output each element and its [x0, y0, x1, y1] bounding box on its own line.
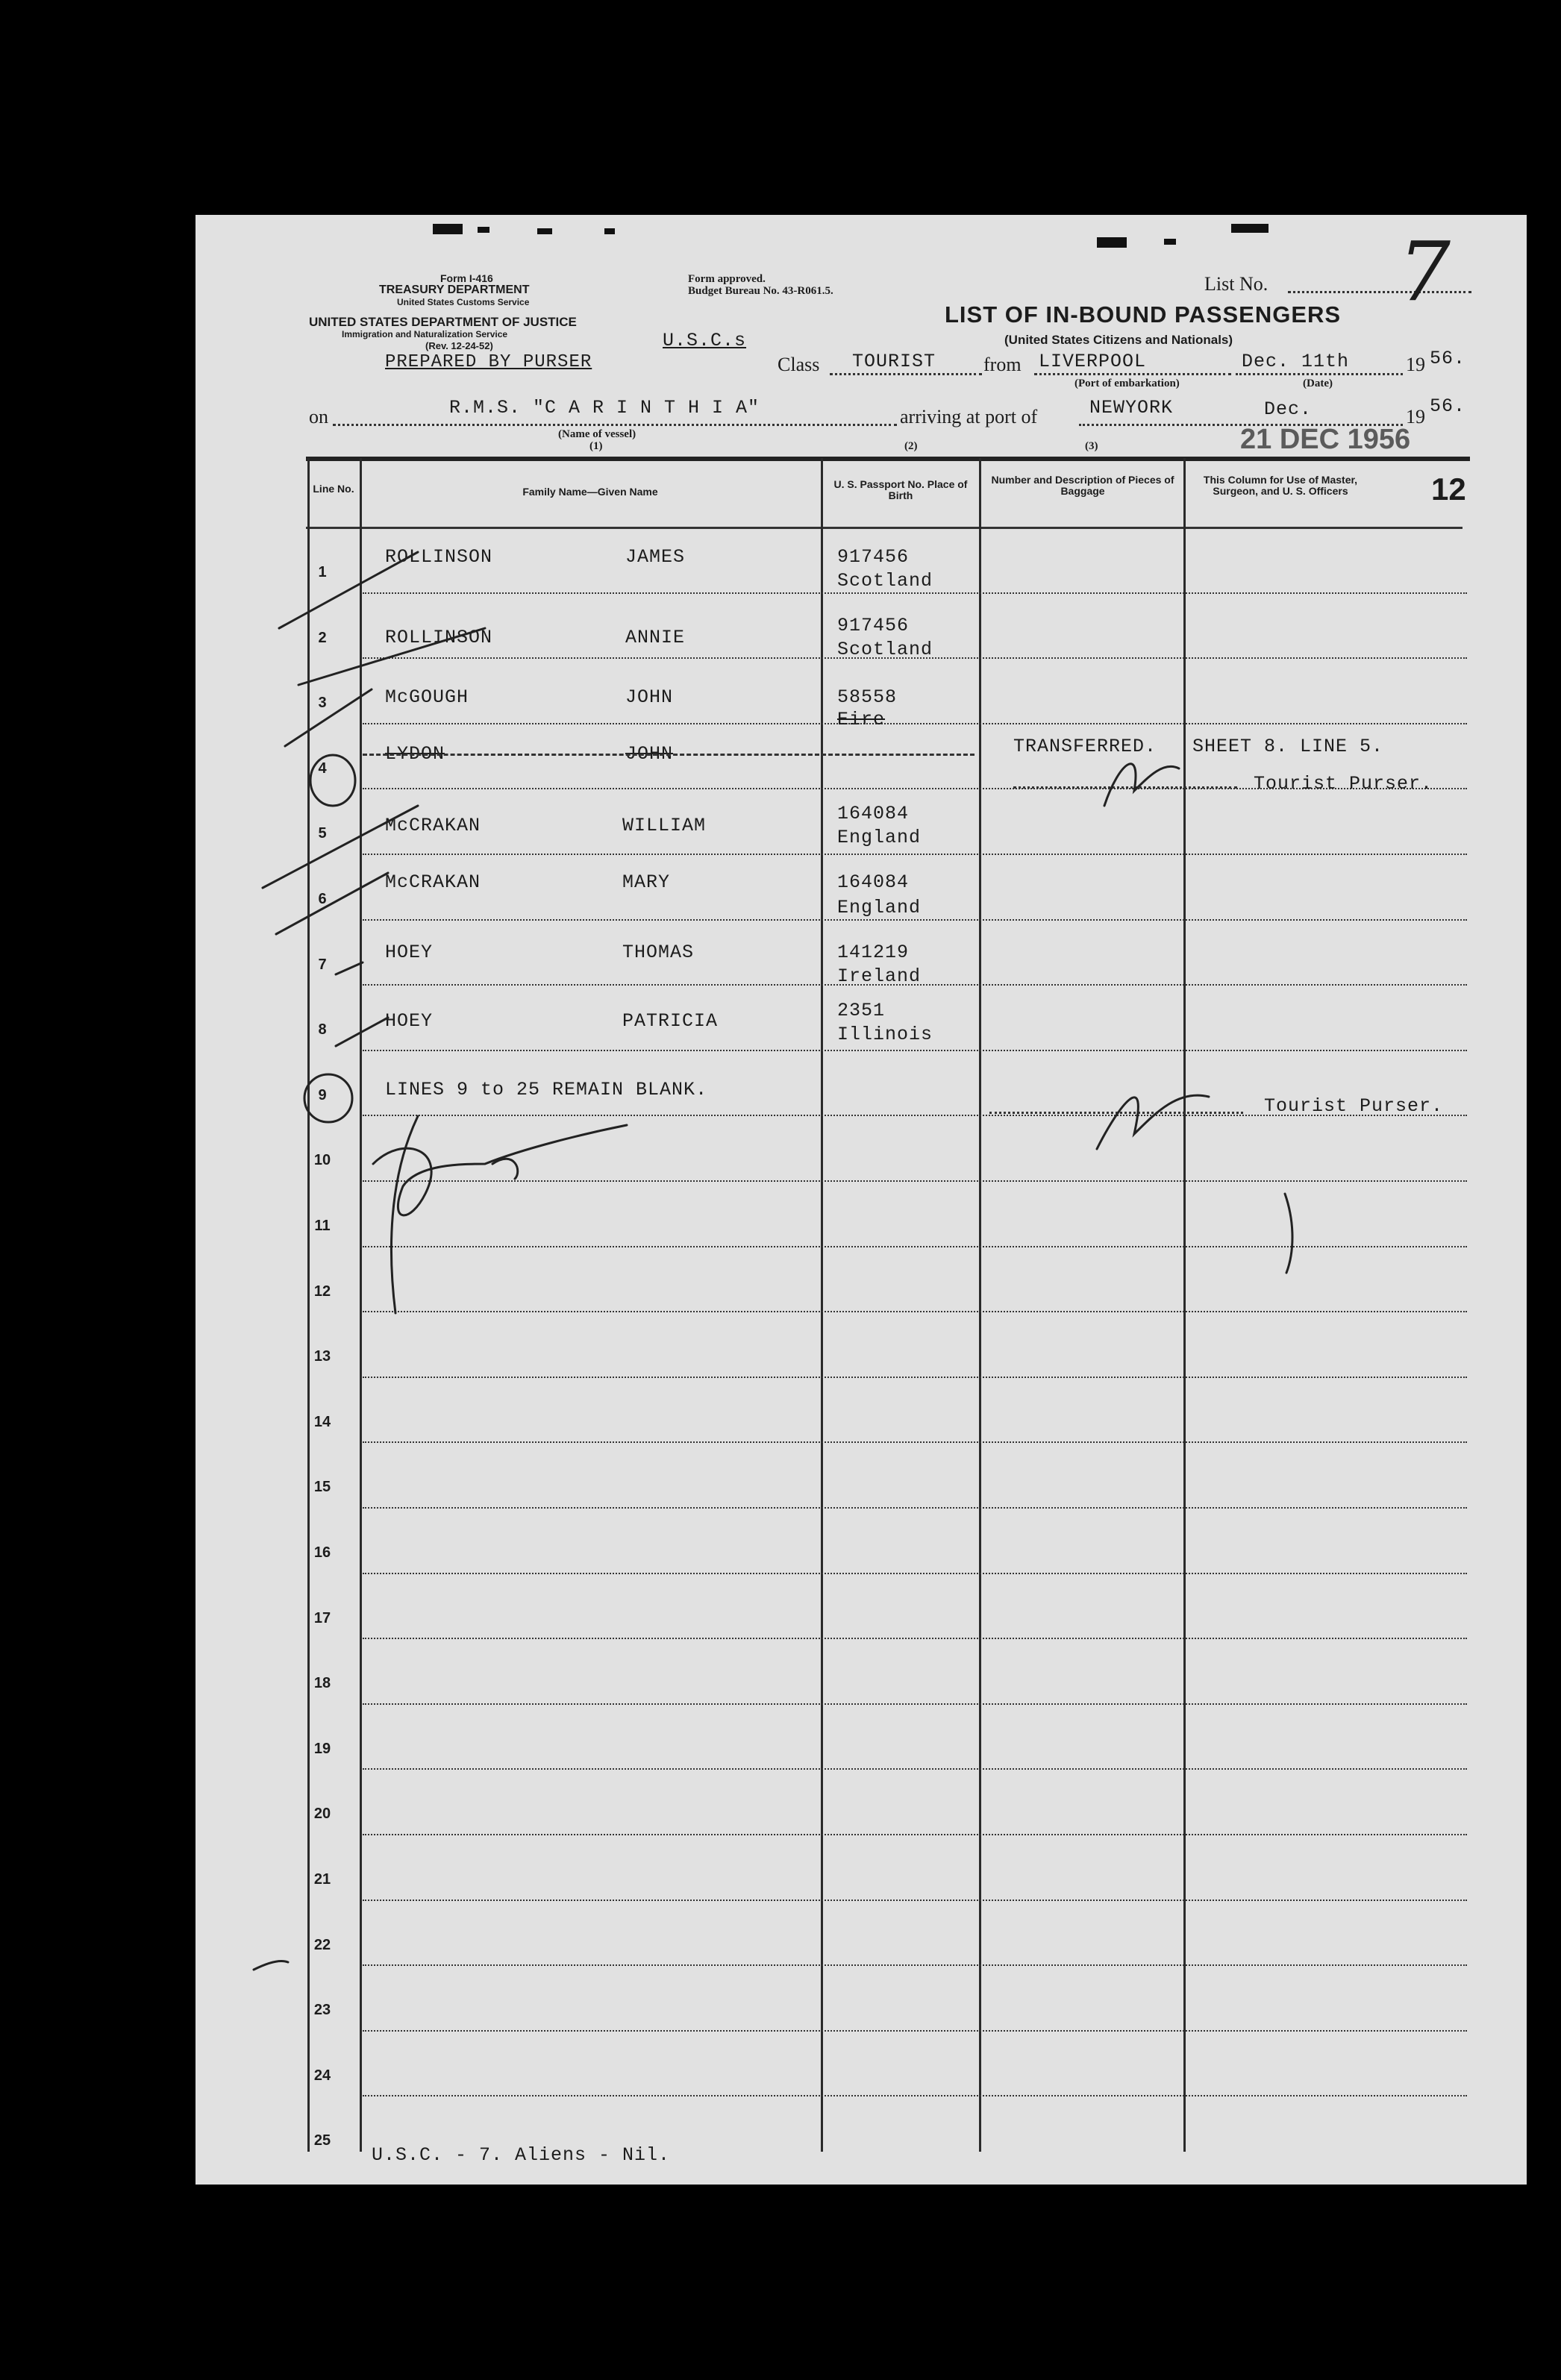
line-number: 1 — [318, 564, 327, 580]
vessel-col-num: (1) — [589, 440, 603, 452]
revision-date: (Rev. 12-24-52) — [425, 340, 493, 351]
list-subtitle: (United States Citizens and Nationals) — [1004, 333, 1233, 347]
row7-family: HOEY — [385, 942, 434, 963]
ins-service: Immigration and Naturalization Service — [342, 329, 508, 339]
arrival-year: 56. — [1430, 395, 1466, 417]
list-no-label: List No. — [1204, 273, 1268, 295]
footer-note: U.S.C. - 7. Aliens - Nil. — [372, 2144, 671, 2166]
row6-given: MARY — [622, 871, 671, 893]
row5-family: McCRAKAN — [385, 815, 481, 836]
tourist-purser-1: Tourist Purser. — [1254, 773, 1433, 795]
line-number: 23 — [313, 2002, 331, 2019]
row1-given: JAMES — [625, 546, 686, 568]
header-baggage: Number and Description of Pieces of Baggage — [991, 474, 1174, 497]
line-number: 17 — [313, 1609, 331, 1626]
line-number: 11 — [314, 1218, 331, 1234]
row3-given: JOHN — [625, 686, 674, 708]
row8-family: HOEY — [385, 1010, 434, 1032]
date-label: (Date) — [1303, 378, 1333, 389]
line-number: 25 — [313, 2132, 331, 2149]
row2-given: ANNIE — [625, 627, 686, 648]
row5-passport: 164084 — [837, 803, 910, 824]
line-number: 13 — [313, 1348, 331, 1365]
department-of-justice: UNITED STATES DEPARTMENT OF JUSTICE — [309, 315, 577, 329]
header-officers: This Column for Use of Master, Surgeon, and U. S. Officers — [1203, 474, 1358, 497]
tourist-purser-2: Tourist Purser. — [1264, 1095, 1444, 1117]
port-label: (Port of embarkation) — [1074, 378, 1180, 389]
arrival-date: Dec. — [1264, 398, 1313, 420]
row1-passport: 917456 — [837, 546, 910, 568]
arriving-label: arriving at port of — [900, 406, 1038, 428]
arrival-year-prefix: 19 — [1406, 406, 1425, 428]
line-number: 19 — [313, 1740, 331, 1757]
budget-bureau: Budget Bureau No. 43-R061.5. — [688, 285, 833, 297]
header-name: Family Name—Given Name — [522, 486, 658, 498]
list-no-value: 7 — [1398, 224, 1451, 319]
line-number: 20 — [313, 1806, 331, 1823]
row7-given: THOMAS — [622, 942, 695, 963]
row7-birth: Ireland — [837, 965, 922, 987]
page-number: 12 — [1431, 472, 1466, 507]
line-number: 10 — [313, 1152, 331, 1169]
year-value: 56. — [1430, 348, 1466, 369]
col2-num: (2) — [904, 440, 918, 452]
row7-passport: 141219 — [837, 942, 910, 963]
vessel-label: (Name of vessel) — [558, 428, 636, 440]
on-label: on — [309, 406, 328, 428]
row8-birth: Illinois — [837, 1024, 933, 1045]
embarkation-port: LIVERPOOL — [1039, 351, 1147, 372]
row3-family: McGOUGH — [385, 686, 469, 708]
customs-service: United States Customs Service — [397, 297, 530, 307]
form-approved: Form approved. — [688, 273, 766, 285]
header-line-no: Line No. — [313, 483, 354, 495]
line-number: 14 — [313, 1413, 331, 1430]
blank-lines-note: LINES 9 to 25 REMAIN BLANK. — [385, 1079, 708, 1100]
line-number: 3 — [318, 695, 327, 712]
year-prefix: 19 — [1406, 354, 1425, 375]
from-label: from — [983, 354, 1022, 375]
treasury-department: TREASURY DEPARTMENT — [379, 284, 530, 296]
class-label: Class — [778, 354, 820, 375]
row2-passport: 917456 — [837, 615, 910, 636]
header-passport: U. S. Passport No. Place of Birth — [833, 478, 968, 501]
form-number: Form I-416 — [440, 272, 493, 284]
line-number: 21 — [313, 1871, 331, 1888]
line-number: 22 — [313, 1936, 331, 1953]
row8-passport: 2351 — [837, 1000, 886, 1021]
row8-given: PATRICIA — [622, 1010, 719, 1032]
row3-passport: 58558 — [837, 686, 898, 708]
line-number: 12 — [313, 1283, 331, 1300]
class-value: TOURIST — [852, 351, 936, 372]
list-title: LIST OF IN-BOUND PASSENGERS — [945, 301, 1342, 328]
line-number: 8 — [318, 1021, 327, 1039]
col3-num: (3) — [1085, 440, 1098, 452]
row4-family: LYDON — [385, 743, 445, 765]
row2-birth: Scotland — [837, 639, 933, 660]
row6-family: McCRAKAN — [385, 871, 481, 893]
row4-given: JOHN — [625, 743, 674, 765]
row6-passport: 164084 — [837, 871, 910, 893]
line-number: 7 — [318, 956, 327, 973]
line-number: 4 — [318, 760, 327, 777]
row6-birth: England — [837, 897, 922, 918]
transferred-note: TRANSFERRED. — [1013, 736, 1157, 757]
prepared-by-purser: PREPARED BY PURSER — [385, 352, 592, 372]
row2-family: ROLLINSON — [385, 627, 493, 648]
usc-label: U.S.C.s — [663, 330, 747, 351]
row3-birth: Eire — [837, 709, 886, 730]
line-number: 24 — [313, 2067, 331, 2084]
line-number: 15 — [313, 1479, 331, 1496]
row1-birth: Scotland — [837, 570, 933, 592]
row5-birth: England — [837, 827, 922, 848]
line-number: 5 — [318, 825, 327, 842]
arrival-port: NEWYORK — [1089, 397, 1174, 419]
row1-family: ROLLINSON — [385, 546, 493, 568]
line-number: 16 — [313, 1544, 331, 1561]
embarkation-date: Dec. 11th — [1242, 351, 1350, 372]
row5-given: WILLIAM — [622, 815, 707, 836]
arrival-stamp: 21 DEC 1956 — [1240, 424, 1411, 455]
line-number: 2 — [318, 629, 327, 646]
vessel-name: R.M.S. "C A R I N T H I A" — [449, 397, 760, 419]
line-number: 18 — [313, 1675, 331, 1692]
sheet-reference: SHEET 8. LINE 5. — [1192, 736, 1384, 757]
line-number: 9 — [318, 1086, 327, 1103]
line-number: 6 — [318, 891, 327, 907]
